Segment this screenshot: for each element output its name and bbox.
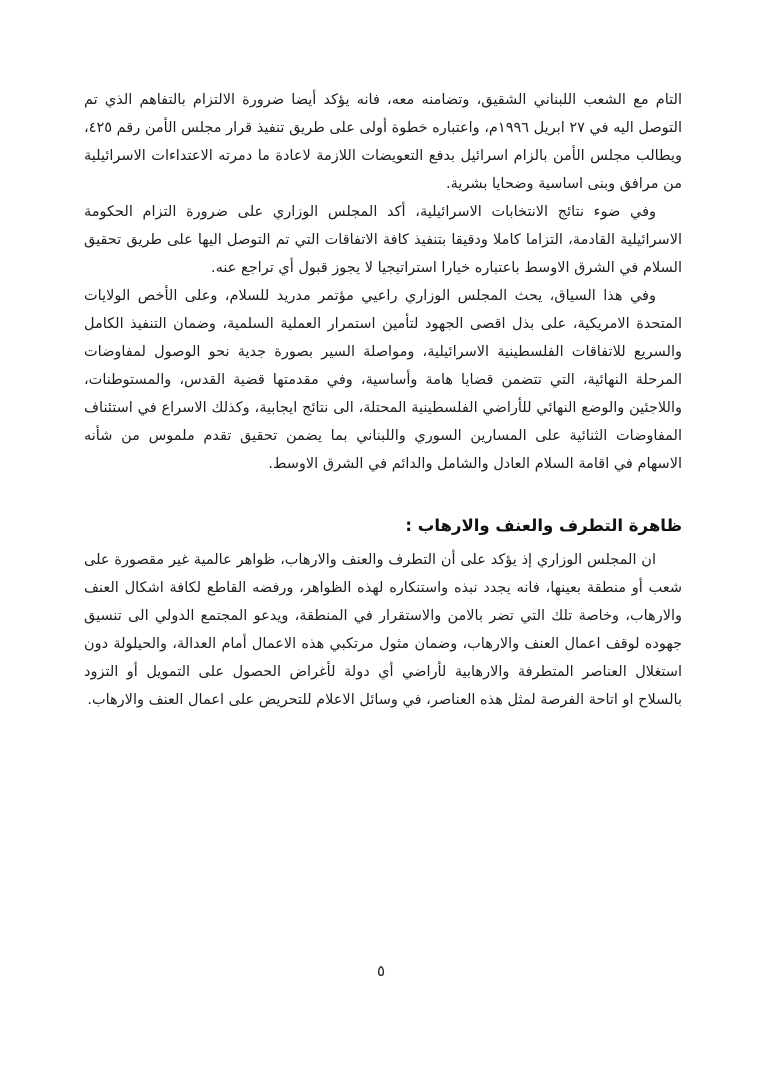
- section-heading: ظاهرة التطرف والعنف والارهاب :: [405, 516, 682, 535]
- document-body: [84, 86, 682, 714]
- paragraph-extremism-violence-terrorism: ان المجلس الوزاري إذ يؤكد على أن التطرف والعنف والارهاب، ظواهر عالمية غير مقصورة على شعب أو منطقة بعينها، فانه يجدد نبذه واستنكاره لهذه الظواهر، ورفضه القاطع لكافة اشكال العنف والارهاب، وخاصة تلك التي تضر بالامن والاستقرار في المنطقة، ويدعو المجتمع الدولي الى تنسيق جهوده لوقف اعمال العنف والارهاب، وضمان مثول مرتكبي هذه الاعمال أمام العدالة، والحيلولة دون استغلال العناصر المتطرفة والارهابية لأراضي أي دولة لأغراض الحصول على التمويل أو التزود بالسلاح او اتاحة الفرصة لمثل هذه العناصر، في وسائل الاعلام للتحريض على اعمال العنف والارهاب.: [84, 552, 682, 708]
- page-number: ٥: [376, 962, 386, 980]
- paragraph-lebanon-solidarity: التام مع الشعب اللبناني الشقيق، وتضامنه معه، فانه يؤكد أيضا ضرورة الالتزام بالتفاهم الذي تم التوصل اليه في ٢٧ ابريل ١٩٩٦م، واعتباره خطوة أولى على طريق تنفيذ قرار مجلس الأمن رقم ٤٢٥، ويطالب مجلس الأمن بالزام اسرائيل بدفع التعويضات اللازمة لاعادة ما دمرته الاعتداءات الاسرائيلية من مرافق وبنى اساسية وضحايا بشرية.: [83, 92, 682, 192]
- paragraph-israeli-elections: وفي ضوء نتائج الانتخابات الاسرائيلية، أكد المجلس الوزاري على ضرورة التزام الحكومة الاسرائيلية القادمة، التزاما كاملا ودقيقا بتنفيذ كافة الاتفاقات التي تم التوصل اليها على طريق تحقيق السلام في الشرق الاوسط باعتباره خيارا استراتيجيا لا يجوز قبول أي تراجع عنه.: [84, 204, 682, 276]
- paragraph-madrid-peace-process: وفي هذا السياق، يحث المجلس الوزاري راعيي مؤتمر مدريد للسلام، وعلى الأخص الولايات المتحدة الامريكية، على بذل اقصى الجهود لتأمين استمرار العملية السلمية، وضمان التنفيذ الكامل والسريع للاتفاقات الفلسطينية الاسرائيلية، ومواصلة السير بصورة جدية نحو الوصول لمفاوضات المرحلة النهائية، التي تتضمن قضايا هامة وأساسية، وفي مقدمتها قضية القدس، والمستوطنات، واللاجئين والوضع النهائي للأراضي الفلسطينية المحتلة، الى نتائج ايجابية، وكذلك الاسراع في استئناف المفاوضات الثنائية على المسارين السوري واللبناني بما يضمن تحقيق تقدم ملموس من شأنه الاسهام في اقامة السلام العادل والشامل والدائم في الشرق الاوسط.: [84, 288, 682, 472]
